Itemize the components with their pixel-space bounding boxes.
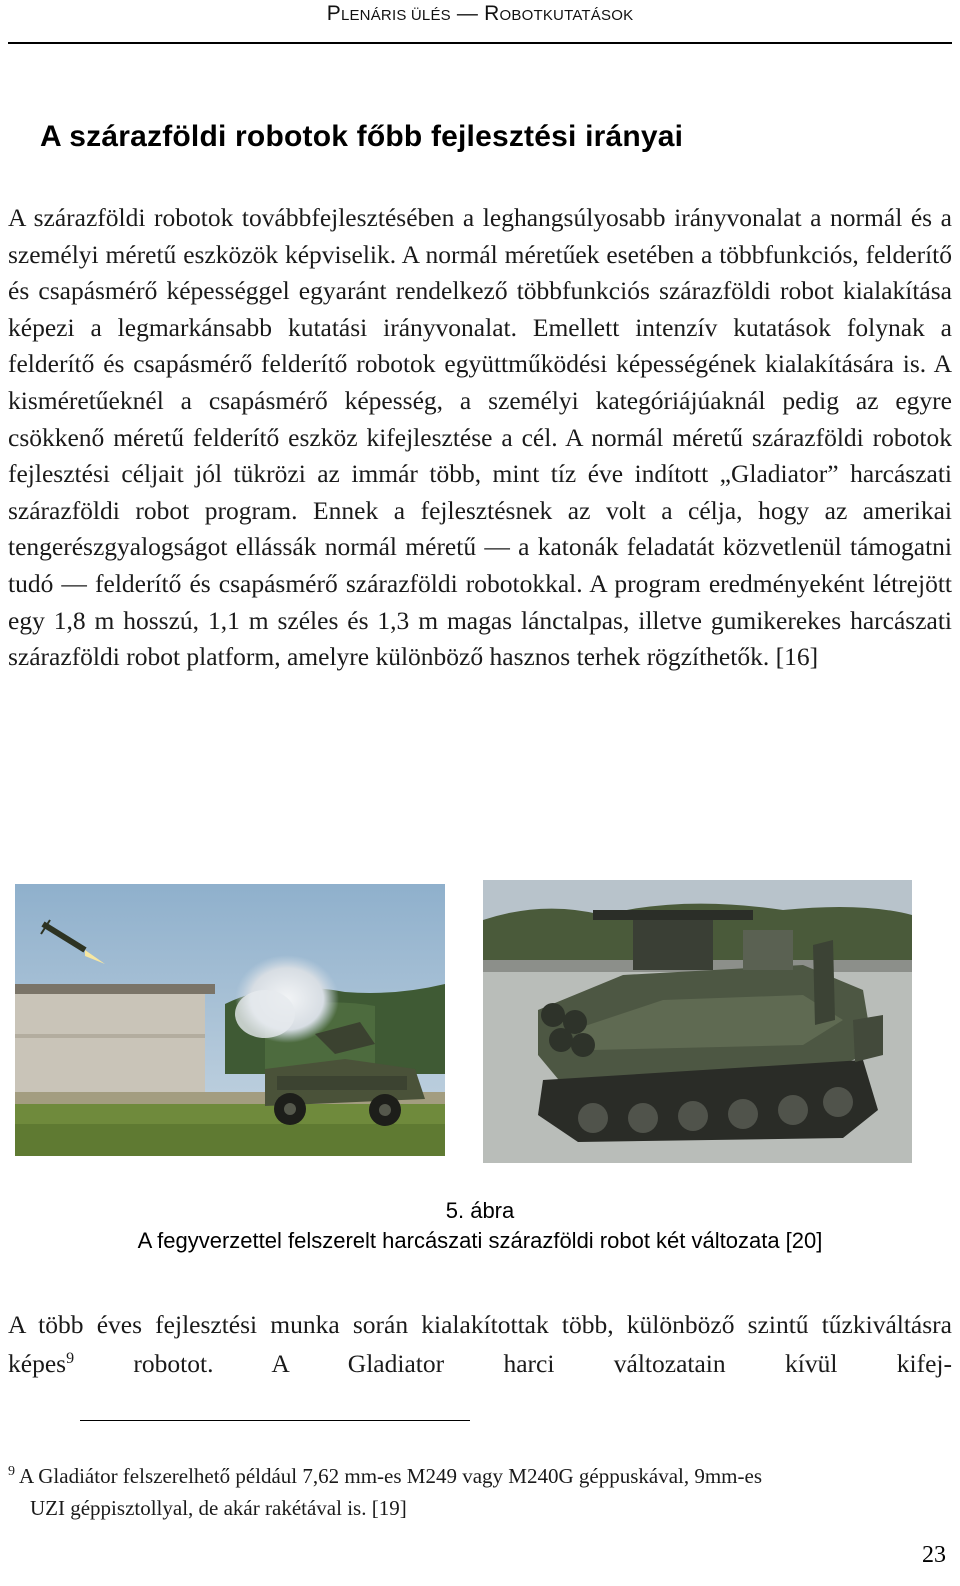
body-paragraph-1: A szárazföldi robotok továbbfejlesztésében a leghangsúlyosabb irányvonalat a normál és a személyi méretű eszközök képviselik. A normál méretűek esetében a többfunkciós, felderítő és csapásmérő képességgel egyaránt rendelkező többfunkciós szárazföldi robot kialakítása képezi a legmarkánsabb kutatási irányvonalat. Emellett intenzív kutatások folynak a felderítő és csapásmérő felderítő robotok együttműködési képességének kialakítására is. A kisméretűeknél a csapásmérő képesség, a személyi kategóriájúaknál pedig az egyre csökkenő méretű felderítő eszköz kifejlesztése a cél. A normál méretű szárazföldi robotok fejlesztési céljait jól tükrözi az immár több, mint tíz éve indított „Gladiator” harcászati szárazföldi robot program. Ennek a fejlesztésnek az volt a célja, hogy az amerikai tengerészgyalogságot ellássák normál méretű — a katonák feladatát közvetlenül támogatni tudó — felderítő és csapásmérő szárazföldi robotokkal. A program eredményeként létrejött egy 1,8 m hosszú, 1,1 m széles és 1,3 m magas lánctalpas, illetve gumikerekes harcászati szárazföldi robot platform, amelyre különböző hasznos terhek rögzíthetők. [16] — [8, 203, 952, 672]
gladiator-tracked-gun-photo — [483, 880, 912, 1163]
photo-tracked-vehicle — [483, 880, 912, 1163]
footnote-line-1: A Gladiátor felszerelhető például 7,62 mm-es M249 vagy M240G géppuskával, 9mm-es — [19, 1464, 762, 1488]
body-paragraph-2 — [8, 1305, 952, 1383]
photo-wheeled-vehicle-firing — [15, 884, 445, 1156]
section-title: A szárazföldi robotok főbb fejlesztési irányai — [40, 120, 684, 153]
footnote-rule — [80, 1420, 470, 1421]
header-rule — [8, 42, 952, 44]
header-initial-2: R — [484, 2, 500, 25]
figure-number: 5. ábra — [445, 1198, 515, 1223]
gladiator-wheeled-missile-photo — [15, 884, 445, 1156]
footnote-line-2: UZI géppisztollyal, de akár rakétával is. [19] — [30, 1496, 407, 1520]
page-number: 23 — [922, 1542, 946, 1568]
footnote — [8, 1456, 952, 1524]
figure-caption: A fegyverzettel felszerelt harcászati szárazföldi robot két változata [20] — [137, 1228, 823, 1253]
header-rest-2: OBOTKUTATÁSOK — [499, 7, 634, 24]
footnote-reference[interactable]: 9 — [66, 1350, 75, 1367]
paragraph-2-text: A több éves fejlesztési munka során kialakítottak több, különböző szintű tűzkiváltásra képes — [8, 1310, 952, 1378]
header-dash: — — [450, 2, 485, 25]
paragraph-2-continuation: robotot. A Gladiator harci változatain kívül kifej- — [74, 1349, 952, 1378]
footnote-mark: 9 — [8, 1464, 15, 1479]
running-header — [0, 0, 960, 28]
header-rest-1: LENÁRIS ÜLÉS — [340, 7, 451, 24]
figure — [0, 880, 960, 1180]
header-initial-1: P — [326, 2, 341, 25]
